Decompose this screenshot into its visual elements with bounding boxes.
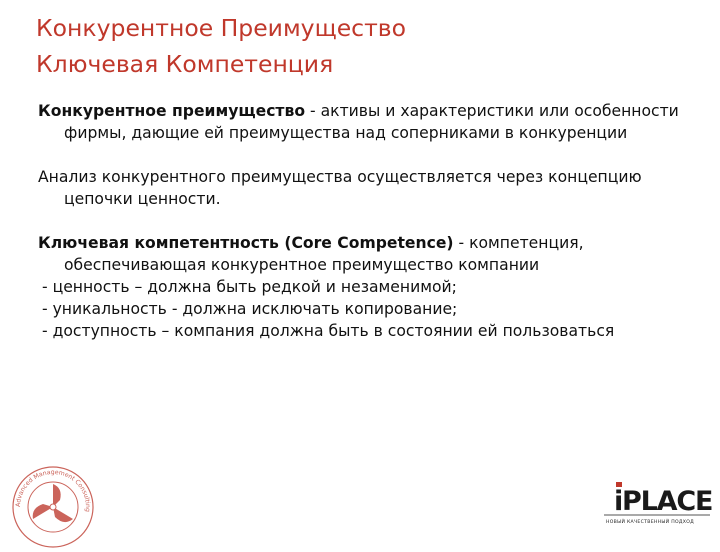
logo-text: iPLACE [614,486,713,517]
paragraph-core-competence [38,232,698,276]
definition-core-competence: - компетенция, обеспечивающая конкурентное преимущество компании [64,234,584,274]
paragraph-competitive-advantage [38,100,698,144]
slide-title [36,10,686,82]
title-line-2: Ключевая Компетенция [36,50,334,78]
slide-content [38,100,698,342]
term-competitive-advantage: Конкурентное преимущество [38,102,306,120]
logo-tagline: НОВЫЙ КАЧЕСТВЕННЫЙ ПОДХОД [606,520,695,525]
list-item: - доступность – компания должна быть в состоянии ей пользоваться [42,322,615,340]
term-core-competence: Ключевая компетентность (Core Competence) [38,234,454,252]
list-item: - ценность – должна быть редкой и незаменимой; [42,278,457,296]
title-line-1: Конкурентное Преимущество [36,14,407,42]
paragraph-analysis: Анализ конкурентного преимущества осуществляется через концепцию цепочки ценности. [38,168,642,208]
list-item: - уникальность - должна исключать копирование; [42,300,458,318]
emblem-text: Advanced Management Consulting [14,468,92,513]
emblem-logo [8,462,98,552]
definition-competitive-advantage: - активы и характеристики или особенности фирмы, дающие ей преимущества над соперниками в конкуренции [64,102,679,142]
iplace-logo [602,476,714,528]
